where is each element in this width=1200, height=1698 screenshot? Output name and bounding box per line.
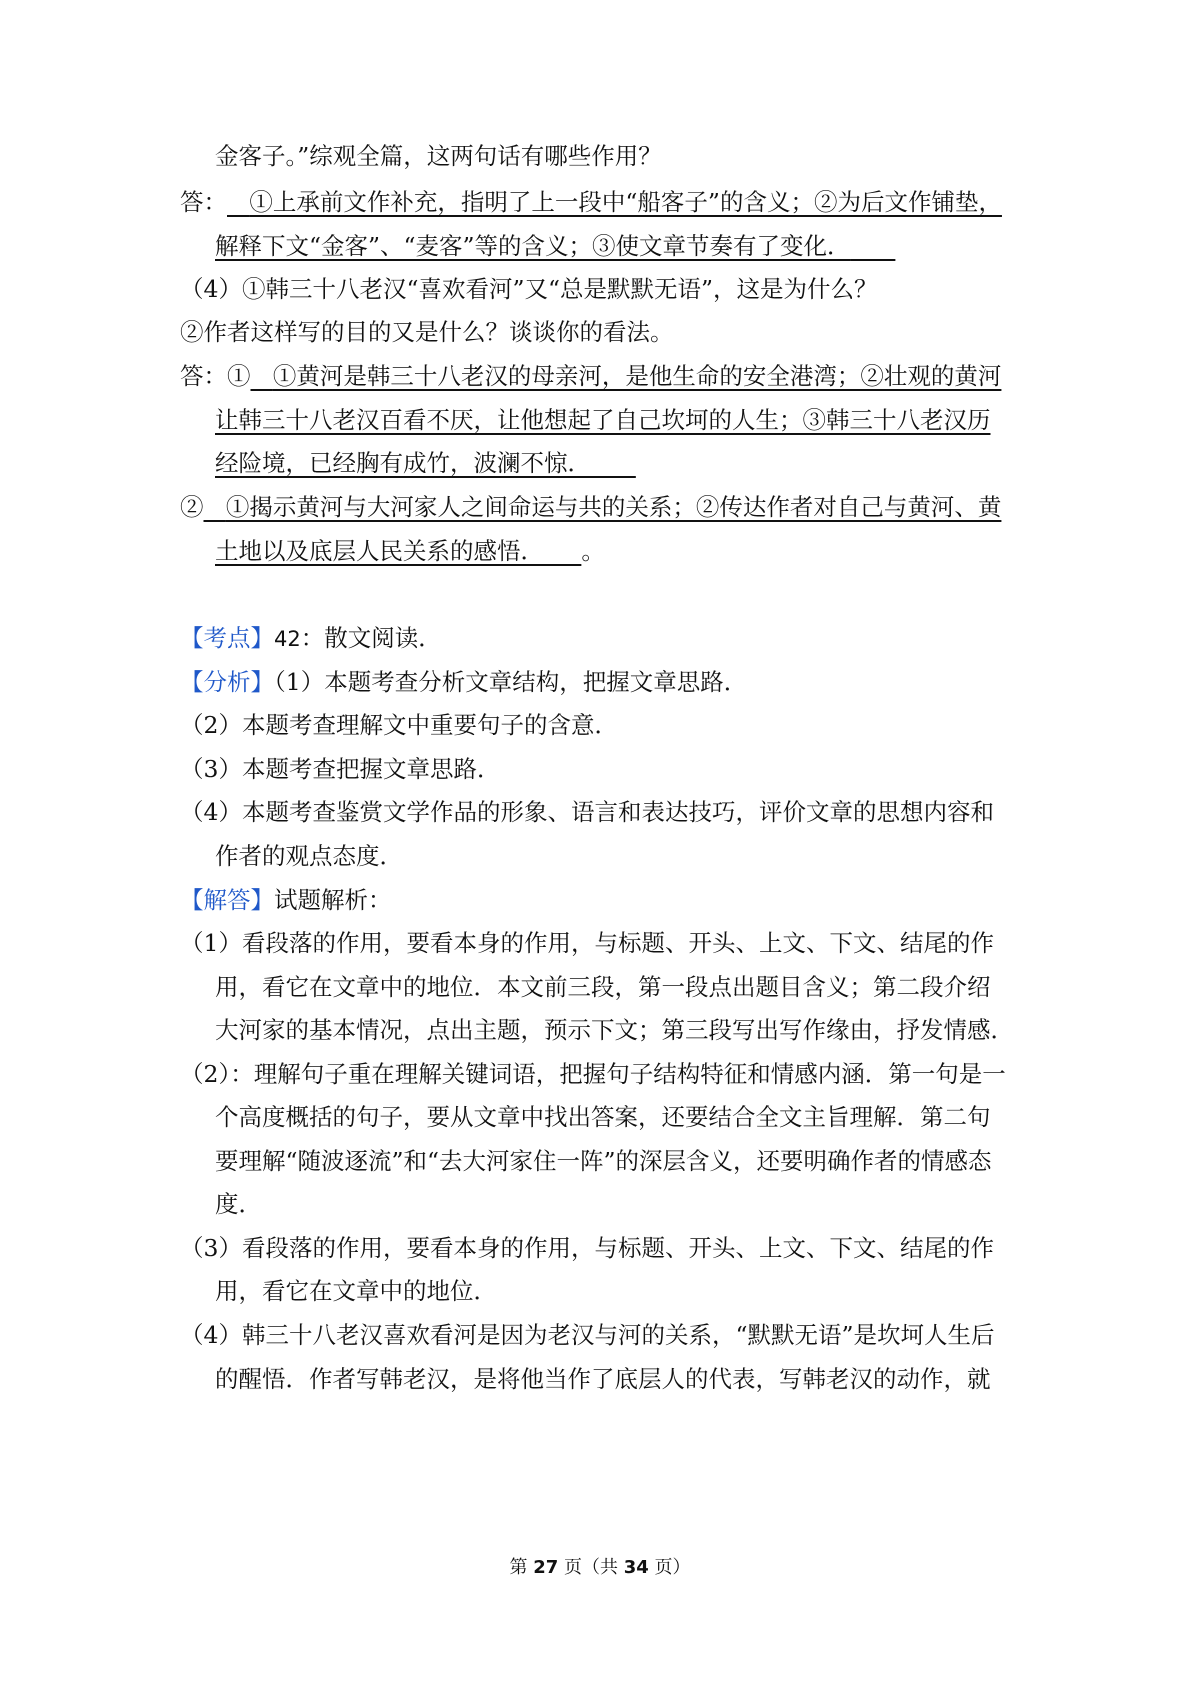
footer-page-number: 27: [533, 1557, 559, 1578]
footer-pre: 第: [509, 1557, 534, 1578]
question-4-line-1: （4）①韩三十八老汉“喜欢看河”又“总是默默无语”，这是为什么？: [180, 275, 878, 303]
fenxi-item-2: （2）本题考查理解文中重要句子的含意．: [180, 711, 618, 739]
answer-4-prefix: 答：①: [180, 362, 251, 390]
jieda-p2-line-1: （2）：理解句子重在理解关键词语，把握句子结构特征和情感内涵．第一句是一: [180, 1060, 1006, 1088]
jieda-p2-line-2: 个高度概括的句子，要从文章中找出答案，还要结合全文主旨理解．第二句: [215, 1103, 991, 1131]
answer-4-2-prefix: ②: [180, 493, 204, 521]
fenxi-line-1: [180, 666, 747, 698]
answer-4-1-text-3: 经险境，已经胸有成竹，波澜不惊．: [215, 449, 591, 477]
footer-mid: 页（共: [558, 1557, 624, 1578]
answer-3-text-1: ①上承前文作补充，指明了上一段中“船客子”的含义；②为后文作铺垫，: [249, 188, 1002, 216]
answer-4-1-line-1: [180, 360, 1001, 392]
jieda-p4-line-1: （4）韩三十八老汉喜欢看河是因为老汉与河的关系，“默默无语”是坎坷人生后: [180, 1321, 995, 1349]
kaodian-text: ：散文阅读．: [300, 624, 442, 652]
fenxi-item-4: （4）本题考查鉴赏文学作品的形象、语言和表达技巧，评价文章的思想内容和: [180, 798, 994, 826]
fenxi-item-3: （3）本题考查把握文章思路．: [180, 755, 501, 783]
answer-4-1-line-2: [215, 404, 991, 436]
jieda-p1-line-2: 用，看它在文章中的地位．本文前三段，第一段点出题目含义；第二段介绍: [215, 973, 991, 1001]
answer-4-2-line-1: [180, 491, 1001, 523]
page-footer: [0, 1556, 1200, 1580]
answer-3-line-1: [180, 186, 1002, 218]
jieda-p2-line-4: 度．: [215, 1190, 262, 1218]
kaodian-line: [180, 622, 442, 655]
answer-4-2-text-1: ①揭示黄河与大河家人之间命运与共的关系；②传达作者对自己与黄河、黄: [225, 493, 1002, 521]
jieda-label: 【解答】: [180, 886, 274, 914]
jieda-p3-line-1: （3）看段落的作用，要看本身的作用，与标题、开头、上文、下文、结尾的作: [180, 1234, 994, 1262]
jieda-p2-line-3: 要理解“随波逐流”和“去大河家住一阵”的深层含义，还要明确作者的情感态: [215, 1147, 992, 1175]
answer-3-line-2: [215, 230, 895, 262]
footer-post: 页）: [648, 1557, 691, 1578]
jieda-text: 试题解析：: [274, 886, 392, 914]
jieda-line: [180, 884, 392, 916]
answer-4-1-line-3: [215, 447, 636, 479]
fenxi-label: 【分析】: [180, 668, 274, 696]
answer-4-1-text-2: 让韩三十八老汉百看不厌，让他想起了自己坎坷的人生；③韩三十八老汉历: [215, 406, 991, 434]
jieda-p3-line-2: 用，看它在文章中的地位．: [215, 1277, 497, 1305]
question-4-line-2: ②作者这样写的目的又是什么？谈谈你的看法。: [180, 318, 674, 346]
answer-4-1-text-1: ①黄河是韩三十八老汉的母亲河，是他生命的安全港湾；②壮观的黄河: [272, 362, 1002, 390]
question-3-tail: 金客子。”综观全篇，这两句话有哪些作用？: [215, 142, 662, 170]
jieda-p4-line-2: 的醒悟．作者写韩老汉，是将他当作了底层人的代表，写韩老汉的动作，就: [215, 1365, 991, 1393]
footer-total-pages: 34: [623, 1557, 649, 1578]
jieda-p1-line-3: 大河家的基本情况，点出主题，预示下文；第三段写出写作缘由，抒发情感．: [215, 1016, 1014, 1044]
answer-3-text-2: 解释下文“金客”、“麦客”等的含义；③使文章节奏有了变化．: [215, 232, 851, 260]
kaodian-code: 42: [274, 627, 301, 651]
answer-prefix: 答：: [180, 188, 227, 216]
answer-4-2-line-2: [215, 535, 605, 567]
fenxi-item-4-cont: 作者的观点态度．: [215, 842, 403, 870]
answer-4-2-end: 。: [581, 537, 605, 565]
answer-4-2-text-2: 土地以及底层人民关系的感悟．: [215, 537, 544, 565]
fenxi-item-1: （1）本题考查分析文章结构，把握文章思路．: [274, 668, 748, 696]
kaodian-label: 【考点】: [180, 624, 274, 652]
jieda-p1-line-1: （1）看段落的作用，要看本身的作用，与标题、开头、上文、下文、结尾的作: [180, 929, 994, 957]
